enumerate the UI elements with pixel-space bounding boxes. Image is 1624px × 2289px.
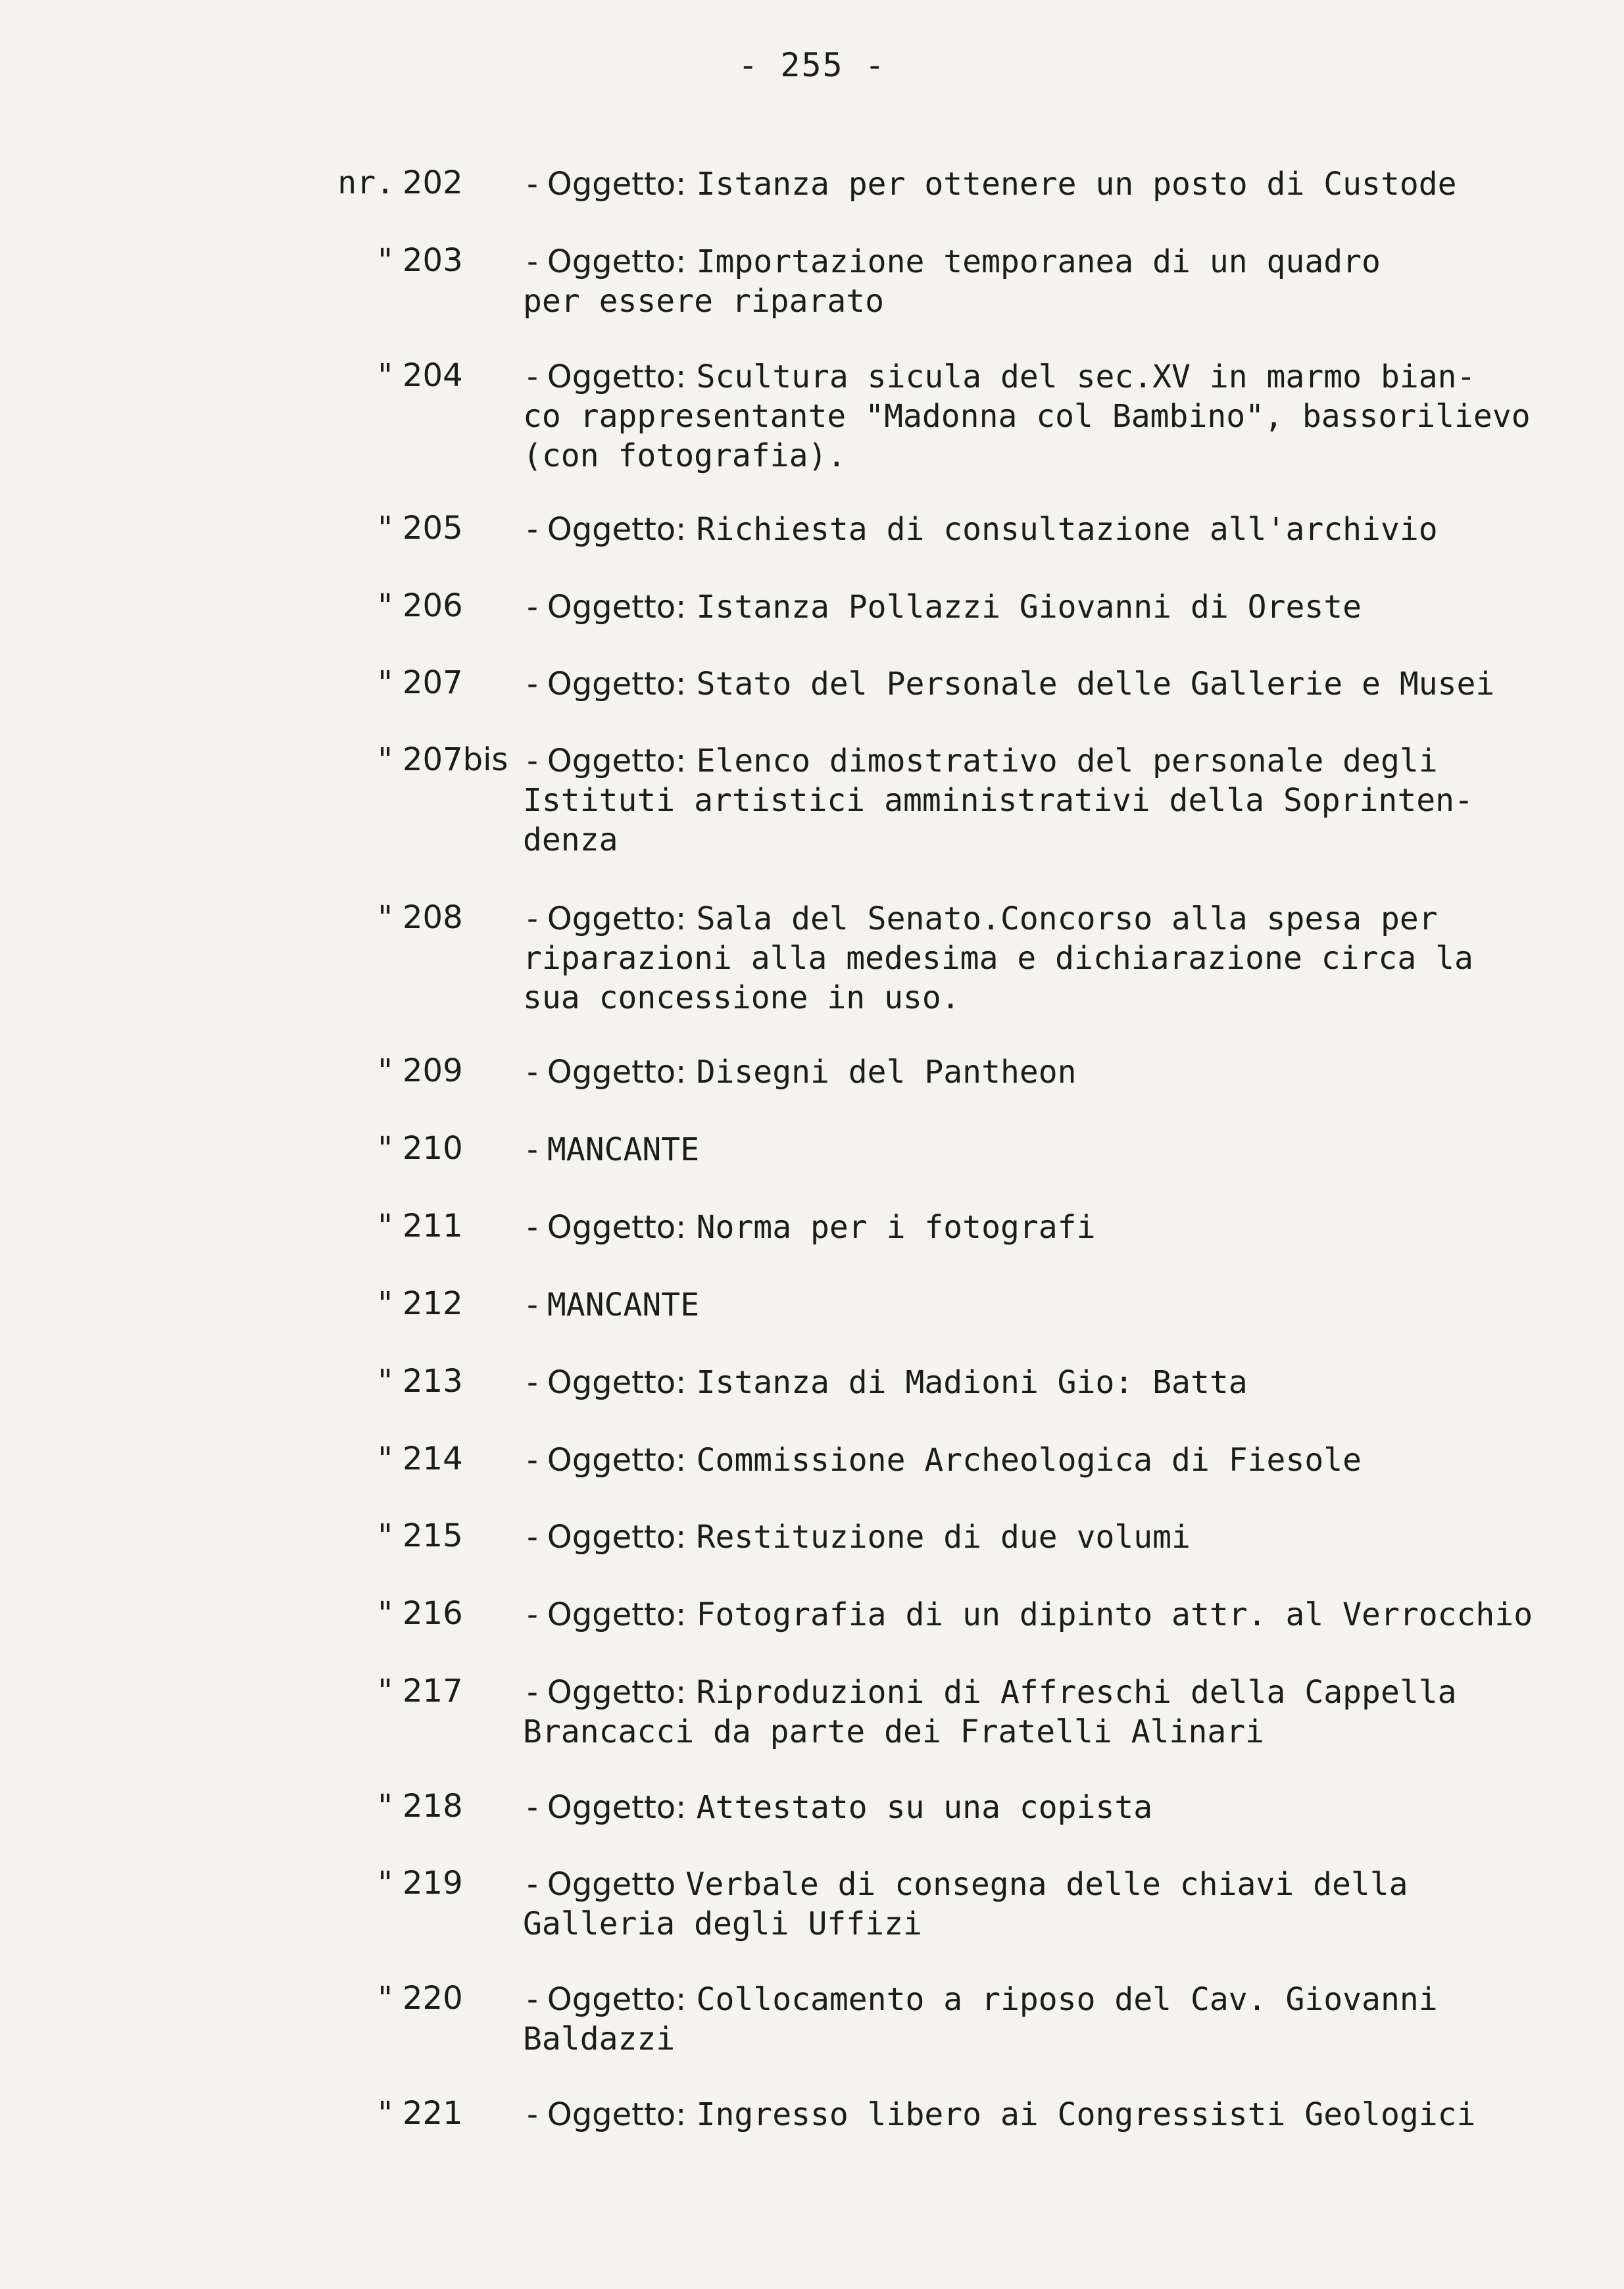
entry-number: 202 bbox=[403, 164, 463, 201]
entry-text bbox=[523, 2095, 1615, 2134]
entry-number: 213 bbox=[403, 1363, 463, 1400]
entry-marker: " bbox=[376, 1208, 395, 1244]
entry-subject: Ingresso libero ai Congressisti Geologici bbox=[696, 2096, 1476, 2133]
entry-text bbox=[523, 242, 1615, 321]
entry-text bbox=[523, 664, 1615, 704]
entry-first-line: - Oggetto: Commissione Archeologica di Fiesole bbox=[523, 1442, 1362, 1479]
entry-marker: " bbox=[376, 664, 395, 701]
entry-number: 220 bbox=[403, 1980, 463, 2017]
oggetto-label: Oggetto: bbox=[547, 1364, 697, 1401]
entry-text bbox=[523, 1865, 1615, 1944]
entry-number: 210 bbox=[403, 1130, 463, 1167]
page-number: - 255 - bbox=[738, 46, 886, 84]
oggetto-label: Oggetto: bbox=[547, 166, 697, 203]
entry-continuation-line: Galleria degli Uffizi bbox=[523, 1906, 922, 1942]
entry-continuation-line: sua concessione in uso. bbox=[523, 979, 960, 1016]
entry-first-line: - MANCANTE bbox=[523, 1287, 700, 1323]
entry-text bbox=[523, 1673, 1615, 1752]
entry-text bbox=[523, 741, 1615, 860]
entry-number: 215 bbox=[403, 1517, 463, 1554]
entry-text bbox=[523, 1980, 1615, 2059]
entry-first-line: - Oggetto Verbale di consegna delle chiavi della bbox=[523, 1866, 1408, 1903]
entry-number: 208 bbox=[403, 899, 463, 936]
entry-first-line: - Oggetto: Istanza di Madioni Gio: Batta bbox=[523, 1364, 1248, 1401]
entry-marker: nr. bbox=[337, 164, 395, 201]
oggetto-label: Oggetto: bbox=[547, 1981, 697, 2018]
entry-subject: MANCANTE bbox=[547, 1287, 700, 1323]
entry-marker: " bbox=[376, 1517, 395, 1554]
entry-first-line: - Oggetto: Collocamento a riposo del Cav. Giovanni bbox=[523, 1981, 1438, 2018]
entry-number: 204 bbox=[403, 357, 463, 394]
entry-marker: " bbox=[376, 510, 395, 547]
entry-subject: MANCANTE bbox=[547, 1131, 700, 1168]
oggetto-label: Oggetto: bbox=[547, 243, 697, 280]
entry-marker: " bbox=[376, 1865, 395, 1902]
entry-number: 218 bbox=[403, 1788, 463, 1825]
entry-marker: " bbox=[376, 2095, 395, 2132]
entry-marker: " bbox=[376, 1440, 395, 1477]
entry-continuation-line: denza bbox=[523, 822, 618, 858]
entry-first-line: - Oggetto: Riproduzioni di Affreschi della Cappella bbox=[523, 1674, 1457, 1711]
entry-subject: Richiesta di consultazione all'archivio bbox=[696, 511, 1438, 548]
entry-marker: " bbox=[376, 1130, 395, 1167]
entry-first-line: - Oggetto: Fotografia di un dipinto attr. al Verrocchio bbox=[523, 1596, 1533, 1633]
entry-first-line: - Oggetto: Sala del Senato.Concorso alla spesa per bbox=[523, 900, 1438, 937]
entry-first-line: - Oggetto: Ingresso libero ai Congressisti Geologici bbox=[523, 2096, 1476, 2133]
entry-subject: Sala del Senato.Concorso alla spesa per bbox=[696, 900, 1438, 937]
entry-number: 221 bbox=[403, 2095, 463, 2132]
oggetto-label: Oggetto: bbox=[547, 358, 697, 395]
entry-marker: " bbox=[376, 1980, 395, 2017]
entry-text bbox=[523, 1363, 1615, 1402]
oggetto-label: Oggetto: bbox=[547, 743, 697, 779]
oggetto-label: Oggetto: bbox=[547, 2096, 697, 2133]
entry-first-line: - Oggetto: Importazione temporanea di un quadro bbox=[523, 243, 1381, 280]
entry-number: 211 bbox=[403, 1208, 463, 1244]
oggetto-label: Oggetto: bbox=[547, 1789, 697, 1826]
entry-continuation-line: (con fotografia). bbox=[523, 437, 847, 474]
entry-first-line: - Oggetto: Restituzione di due volumi bbox=[523, 1519, 1191, 1556]
entry-first-line: - Oggetto: Richiesta di consultazione all'archivio bbox=[523, 511, 1438, 548]
entry-marker: " bbox=[376, 587, 395, 624]
entry-number: 219 bbox=[403, 1865, 463, 1902]
entry-text bbox=[523, 1285, 1615, 1325]
entry-subject: Verbale di consegna delle chiavi della bbox=[685, 1866, 1408, 1903]
entry-subject: Istanza per ottenere un posto di Custode bbox=[696, 166, 1457, 203]
entry-number: 206 bbox=[403, 587, 463, 624]
entry-number: 209 bbox=[403, 1052, 463, 1089]
oggetto-label: Oggetto: bbox=[547, 1596, 697, 1633]
entry-first-line: - Oggetto: Attestato su una copista bbox=[523, 1789, 1153, 1826]
entry-number: 207 bbox=[403, 664, 463, 701]
entry-text bbox=[523, 1440, 1615, 1480]
entry-text bbox=[523, 1517, 1615, 1557]
entry-continuation-line: riparazioni alla medesima e dichiarazione circa la bbox=[523, 940, 1473, 977]
entry-text bbox=[523, 899, 1615, 1018]
entry-continuation-line: co rappresentante "Madonna col Bambino", bassorilievo bbox=[523, 398, 1531, 435]
entry-marker: " bbox=[376, 1052, 395, 1089]
entry-first-line: - Oggetto: Disegni del Pantheon bbox=[523, 1054, 1077, 1091]
entry-subject: Stato del Personale delle Gallerie e Musei bbox=[696, 666, 1495, 702]
entry-subject: Istanza di Madioni Gio: Batta bbox=[696, 1364, 1248, 1401]
entry-marker: " bbox=[376, 1673, 395, 1710]
entry-subject: Istanza Pollazzi Giovanni di Oreste bbox=[696, 589, 1362, 626]
entry-text bbox=[523, 1208, 1615, 1247]
entry-marker: " bbox=[376, 1595, 395, 1632]
oggetto-label: Oggetto: bbox=[547, 1519, 697, 1556]
entry-number: 203 bbox=[403, 242, 463, 279]
entry-marker: " bbox=[376, 1788, 395, 1825]
entry-subject: Scultura sicula del sec.XV in marmo bian- bbox=[696, 358, 1476, 395]
entry-subject: Attestato su una copista bbox=[696, 1789, 1153, 1826]
entry-text bbox=[523, 510, 1615, 549]
entry-subject: Disegni del Pantheon bbox=[696, 1054, 1077, 1091]
entry-subject: Importazione temporanea di un quadro bbox=[696, 243, 1381, 280]
oggetto-label: Oggetto: bbox=[547, 1442, 697, 1479]
entry-first-line: - MANCANTE bbox=[523, 1131, 700, 1168]
oggetto-label: Oggetto: bbox=[547, 1674, 697, 1711]
oggetto-label: Oggetto: bbox=[547, 666, 697, 702]
entry-continuation-line: per essere riparato bbox=[523, 283, 885, 320]
entry-first-line: - Oggetto: Istanza per ottenere un posto di Custode bbox=[523, 166, 1457, 203]
entry-text bbox=[523, 1788, 1615, 1827]
entry-continuation-line: Brancacci da parte dei Fratelli Alinari bbox=[523, 1713, 1265, 1750]
entry-text bbox=[523, 357, 1615, 476]
entry-marker: " bbox=[376, 1285, 395, 1322]
oggetto-label: Oggetto bbox=[547, 1866, 686, 1903]
entry-text bbox=[523, 1052, 1615, 1092]
entry-marker: " bbox=[376, 899, 395, 936]
entry-subject: Elenco dimostrativo del personale degli bbox=[696, 743, 1438, 779]
entry-first-line: - Oggetto: Scultura sicula del sec.XV in marmo bian- bbox=[523, 358, 1476, 395]
entry-text bbox=[523, 164, 1615, 204]
entry-text bbox=[523, 587, 1615, 627]
entry-number: 214 bbox=[403, 1440, 463, 1477]
entry-marker: " bbox=[376, 741, 395, 778]
entry-number: 207bis bbox=[403, 741, 508, 778]
entry-subject: Riproduzioni di Affreschi della Cappella bbox=[696, 1674, 1457, 1711]
oggetto-label: Oggetto: bbox=[547, 900, 697, 937]
entry-continuation-line: Baldazzi bbox=[523, 2021, 676, 2057]
entry-number: 212 bbox=[403, 1285, 463, 1322]
entry-subject: Fotografia di un dipinto attr. al Verrocchio bbox=[696, 1596, 1533, 1633]
oggetto-label: Oggetto: bbox=[547, 511, 697, 548]
entry-number: 216 bbox=[403, 1595, 463, 1632]
entry-continuation-line: Istituti artistici amministrativi della Soprinten- bbox=[523, 782, 1473, 819]
oggetto-label: Oggetto: bbox=[547, 589, 697, 626]
entry-first-line: - Oggetto: Elenco dimostrativo del personale degli bbox=[523, 743, 1438, 779]
entry-marker: " bbox=[376, 357, 395, 394]
entry-number: 205 bbox=[403, 510, 463, 547]
entry-subject: Norma per i fotografi bbox=[696, 1209, 1096, 1246]
entry-text bbox=[523, 1130, 1615, 1169]
entry-number: 217 bbox=[403, 1673, 463, 1710]
entry-first-line: - Oggetto: Istanza Pollazzi Giovanni di Oreste bbox=[523, 589, 1362, 626]
entry-marker: " bbox=[376, 1363, 395, 1400]
entry-subject: Commissione Archeologica di Fiesole bbox=[696, 1442, 1362, 1479]
entry-first-line: - Oggetto: Norma per i fotografi bbox=[523, 1209, 1096, 1246]
entry-subject: Collocamento a riposo del Cav. Giovanni bbox=[696, 1981, 1438, 2018]
entry-first-line: - Oggetto: Stato del Personale delle Gallerie e Musei bbox=[523, 666, 1495, 702]
entry-marker: " bbox=[376, 242, 395, 279]
entry-subject: Restituzione di due volumi bbox=[696, 1519, 1191, 1556]
entry-text bbox=[523, 1595, 1615, 1635]
oggetto-label: Oggetto: bbox=[547, 1209, 697, 1246]
oggetto-label: Oggetto: bbox=[547, 1054, 697, 1091]
